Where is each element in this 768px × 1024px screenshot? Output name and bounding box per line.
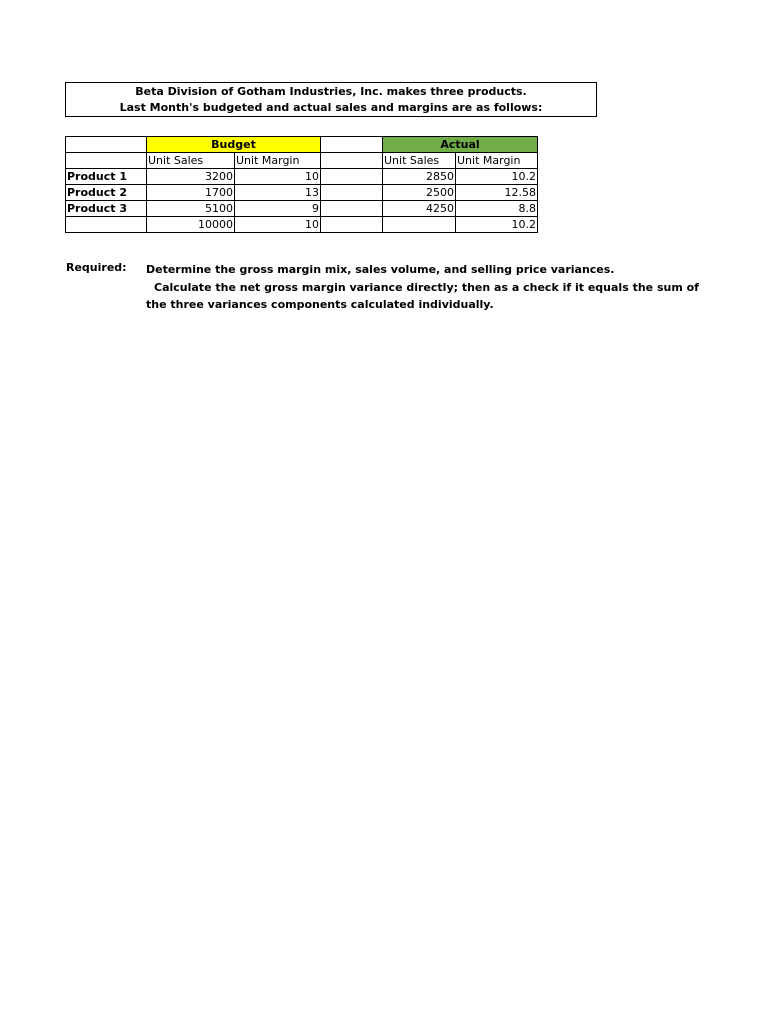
- required-line-1: Determine the gross margin mix, sales volume, and selling price variances.: [146, 263, 615, 276]
- actual-sales-cell: 4250: [383, 201, 456, 217]
- problem-header-box: [65, 82, 597, 117]
- budget-sales-cell: 1700: [147, 185, 235, 201]
- actual-margin-cell: 8.8: [456, 201, 538, 217]
- required-label: Required:: [66, 261, 127, 274]
- empty-cell: [66, 137, 147, 153]
- actual-sales-cell: 2500: [383, 185, 456, 201]
- table-row: [66, 201, 538, 217]
- gap-cell: [321, 153, 383, 169]
- table-group-header-row: [66, 137, 538, 153]
- table-row: [66, 169, 538, 185]
- empty-cell: [66, 153, 147, 169]
- budget-group-header: Budget: [147, 137, 321, 153]
- actual-margin-cell: 10.2: [456, 169, 538, 185]
- row-label: Product 3: [66, 201, 147, 217]
- column-header-budget-unit-margin: Unit Margin: [235, 153, 321, 169]
- gap-cell: [321, 137, 383, 153]
- total-budget-margin-cell: 10: [235, 217, 321, 233]
- budget-margin-cell: 13: [235, 185, 321, 201]
- required-instructions: [146, 261, 706, 314]
- table-column-header-row: [66, 153, 538, 169]
- actual-margin-cell: 12.58: [456, 185, 538, 201]
- required-line-2: Calculate the net gross margin variance directly; then as a check if it equals the sum of: [154, 280, 699, 294]
- budget-sales-cell: 3200: [147, 169, 235, 185]
- row-label: Product 2: [66, 185, 147, 201]
- budget-margin-cell: 10: [235, 169, 321, 185]
- sales-margin-table: [65, 136, 538, 233]
- actual-group-header: Actual: [383, 137, 538, 153]
- budget-margin-cell: 9: [235, 201, 321, 217]
- gap-cell: [321, 185, 383, 201]
- header-line-1: Beta Division of Gotham Industries, Inc. makes three products.: [135, 85, 527, 98]
- column-header-actual-unit-margin: Unit Margin: [456, 153, 538, 169]
- row-label: Product 1: [66, 169, 147, 185]
- table-total-row: [66, 217, 538, 233]
- column-header-actual-unit-sales: Unit Sales: [383, 153, 456, 169]
- table-row: [66, 185, 538, 201]
- budget-sales-cell: 5100: [147, 201, 235, 217]
- gap-cell: [321, 201, 383, 217]
- gap-cell: [321, 169, 383, 185]
- required-line-3: the three variances components calculated individually.: [146, 298, 494, 311]
- total-budget-sales-cell: 10000: [147, 217, 235, 233]
- column-header-budget-unit-sales: Unit Sales: [147, 153, 235, 169]
- gap-cell: [321, 217, 383, 233]
- actual-sales-cell: 2850: [383, 169, 456, 185]
- total-row-label: [66, 217, 147, 233]
- total-actual-sales-cell: [383, 217, 456, 233]
- total-actual-margin-cell: 10.2: [456, 217, 538, 233]
- header-line-2: Last Month's budgeted and actual sales and margins are as follows:: [119, 101, 543, 114]
